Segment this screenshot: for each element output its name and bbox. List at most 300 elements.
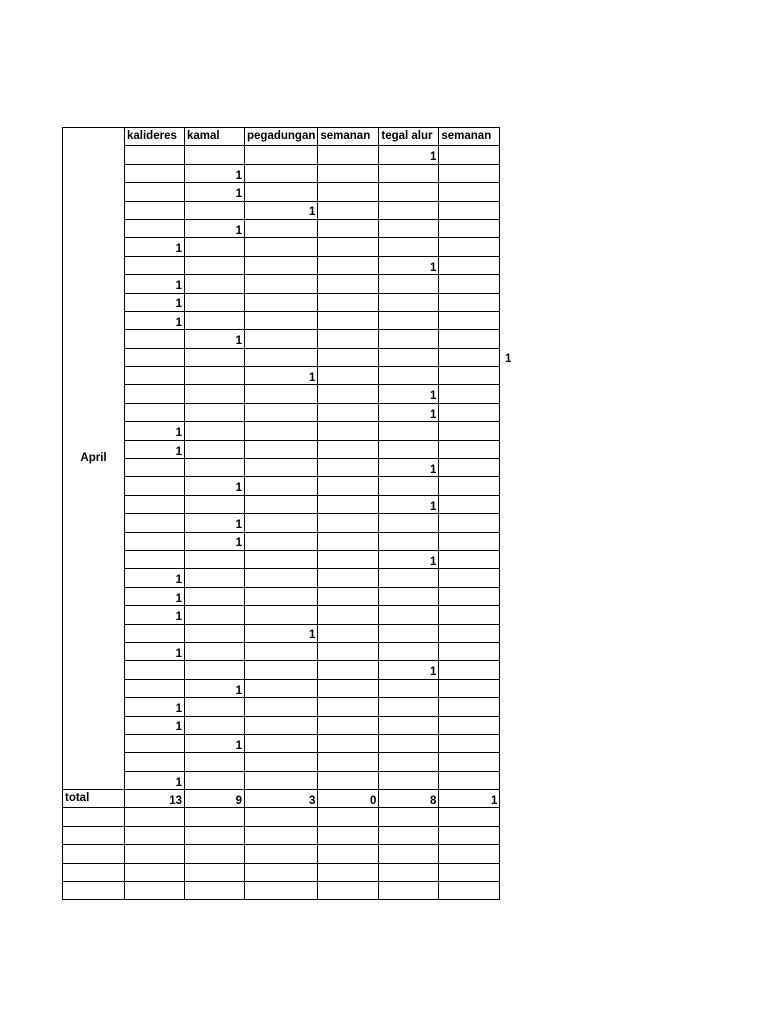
total-cell[interactable]: 0	[318, 790, 379, 808]
data-cell[interactable]	[125, 550, 185, 568]
table-row	[63, 330, 500, 348]
month-cell[interactable]: April	[63, 128, 125, 790]
empty-cell[interactable]	[185, 882, 245, 900]
empty-cell[interactable]	[379, 845, 439, 863]
empty-cell[interactable]	[185, 808, 245, 826]
data-cell[interactable]	[185, 606, 245, 624]
data-cell[interactable]	[245, 532, 318, 550]
data-cell[interactable]	[318, 606, 379, 624]
data-cell[interactable]: 1	[245, 201, 318, 219]
table-row	[63, 256, 500, 274]
total-cell[interactable]: 13	[125, 790, 185, 808]
data-cell[interactable]	[245, 330, 318, 348]
data-cell[interactable]: 1	[185, 183, 245, 201]
empty-cell[interactable]	[379, 826, 439, 844]
column-header[interactable]: semanan	[439, 128, 500, 146]
data-cell[interactable]	[379, 734, 439, 752]
data-cell[interactable]	[245, 569, 318, 587]
data-cell[interactable]: 1	[185, 477, 245, 495]
total-cell[interactable]: 1	[439, 790, 500, 808]
data-cell[interactable]	[245, 716, 318, 734]
data-cell[interactable]	[245, 734, 318, 752]
data-cell[interactable]: 1	[185, 219, 245, 237]
empty-cell[interactable]	[63, 826, 125, 844]
data-cell[interactable]	[439, 642, 500, 660]
table-row	[63, 348, 500, 366]
data-cell[interactable]	[439, 164, 500, 182]
data-cell[interactable]	[318, 698, 379, 716]
data-cell[interactable]	[245, 403, 318, 421]
data-cell[interactable]	[185, 367, 245, 385]
data-cell[interactable]: 1	[379, 403, 439, 421]
data-cell[interactable]	[125, 403, 185, 421]
data-cell[interactable]	[379, 771, 439, 789]
data-cell-value: 1	[504, 352, 512, 365]
data-cell[interactable]	[245, 275, 318, 293]
empty-cell[interactable]	[245, 845, 318, 863]
total-label[interactable]: total	[63, 790, 125, 808]
data-cell[interactable]: 1	[245, 624, 318, 642]
data-cell[interactable]	[125, 201, 185, 219]
data-cell[interactable]: 1	[185, 330, 245, 348]
data-cell[interactable]	[125, 183, 185, 201]
data-cell[interactable]: 1	[185, 164, 245, 182]
data-cell[interactable]	[379, 201, 439, 219]
data-cell[interactable]	[185, 422, 245, 440]
data-cell[interactable]	[439, 146, 500, 164]
data-cell[interactable]	[125, 385, 185, 403]
table-row	[63, 716, 500, 734]
data-cell[interactable]	[439, 367, 500, 385]
empty-cell[interactable]	[439, 845, 500, 863]
data-cell[interactable]	[185, 238, 245, 256]
table-row	[63, 201, 500, 219]
data-cell[interactable]	[125, 753, 185, 771]
data-cell[interactable]	[318, 771, 379, 789]
data-cell[interactable]	[318, 642, 379, 660]
data-cell[interactable]	[245, 164, 318, 182]
data-cell[interactable]	[245, 311, 318, 329]
data-cell[interactable]	[245, 587, 318, 605]
table-row	[63, 385, 500, 403]
data-cell[interactable]	[245, 422, 318, 440]
data-cell[interactable]	[318, 164, 379, 182]
data-cell[interactable]	[185, 440, 245, 458]
data-cell[interactable]	[125, 495, 185, 513]
empty-cell[interactable]	[439, 826, 500, 844]
column-header[interactable]: kamal	[185, 128, 245, 146]
data-cell[interactable]	[318, 550, 379, 568]
data-cell[interactable]	[245, 514, 318, 532]
data-cell[interactable]	[185, 403, 245, 421]
total-cell[interactable]: 3	[245, 790, 318, 808]
data-cell[interactable]	[439, 330, 500, 348]
data-cell[interactable]	[125, 734, 185, 752]
data-cell[interactable]	[379, 587, 439, 605]
data-cell[interactable]	[318, 256, 379, 274]
data-cell[interactable]	[379, 569, 439, 587]
data-cell[interactable]	[439, 238, 500, 256]
empty-cell[interactable]	[318, 882, 379, 900]
data-cell[interactable]	[318, 146, 379, 164]
data-cell[interactable]	[379, 624, 439, 642]
data-cell[interactable]	[318, 532, 379, 550]
data-cell[interactable]	[125, 219, 185, 237]
table-row	[63, 495, 500, 513]
data-cell[interactable]	[379, 330, 439, 348]
data-cell[interactable]: 1	[245, 367, 318, 385]
data-cell[interactable]: 1	[379, 459, 439, 477]
data-cell[interactable]	[245, 293, 318, 311]
data-cell[interactable]	[318, 275, 379, 293]
data-cell[interactable]	[318, 403, 379, 421]
table-row	[63, 440, 500, 458]
data-cell[interactable]	[245, 256, 318, 274]
empty-cell[interactable]	[245, 863, 318, 881]
data-cell[interactable]	[185, 311, 245, 329]
data-cell[interactable]	[245, 679, 318, 697]
data-cell[interactable]	[439, 679, 500, 697]
data-cell[interactable]	[318, 348, 379, 366]
data-cell[interactable]	[125, 146, 185, 164]
data-cell[interactable]	[125, 367, 185, 385]
column-header[interactable]: tegal alur	[379, 128, 439, 146]
data-cell[interactable]	[125, 661, 185, 679]
empty-cell[interactable]	[63, 882, 125, 900]
table-row	[63, 293, 500, 311]
data-cell[interactable]	[439, 256, 500, 274]
data-cell[interactable]	[379, 716, 439, 734]
data-cell[interactable]	[439, 293, 500, 311]
data-cell[interactable]	[379, 293, 439, 311]
data-cell[interactable]	[245, 753, 318, 771]
data-cell[interactable]	[439, 219, 500, 237]
data-cell[interactable]	[318, 495, 379, 513]
data-cell[interactable]	[439, 716, 500, 734]
data-cell[interactable]	[185, 293, 245, 311]
table-row	[63, 311, 500, 329]
empty-cell[interactable]	[63, 845, 125, 863]
empty-row	[63, 882, 500, 900]
data-cell[interactable]	[379, 311, 439, 329]
data-cell[interactable]	[379, 606, 439, 624]
table-row	[63, 238, 500, 256]
data-cell[interactable]	[125, 624, 185, 642]
data-cell[interactable]	[245, 348, 318, 366]
empty-cell[interactable]	[125, 845, 185, 863]
data-cell[interactable]	[185, 495, 245, 513]
data-cell[interactable]	[379, 238, 439, 256]
total-cell[interactable]: 8	[379, 790, 439, 808]
data-cell[interactable]	[125, 348, 185, 366]
data-cell[interactable]	[318, 367, 379, 385]
data-cell[interactable]	[318, 311, 379, 329]
empty-row	[63, 826, 500, 844]
table-row	[63, 679, 500, 697]
data-cell[interactable]	[125, 532, 185, 550]
table-row	[63, 550, 500, 568]
data-cell[interactable]	[245, 642, 318, 660]
data-cell[interactable]	[318, 587, 379, 605]
data-cell[interactable]	[318, 330, 379, 348]
data-cell[interactable]	[185, 771, 245, 789]
data-cell[interactable]: 1	[185, 532, 245, 550]
data-cell[interactable]	[318, 569, 379, 587]
data-cell[interactable]	[379, 275, 439, 293]
data-cell[interactable]	[318, 201, 379, 219]
table-row	[63, 606, 500, 624]
data-cell[interactable]	[318, 238, 379, 256]
data-cell[interactable]: 1	[125, 275, 185, 293]
data-cell[interactable]	[439, 495, 500, 513]
empty-cell[interactable]	[125, 863, 185, 881]
empty-cell[interactable]	[439, 882, 500, 900]
data-cell[interactable]	[245, 238, 318, 256]
data-cell[interactable]	[318, 459, 379, 477]
data-cell[interactable]	[379, 348, 439, 366]
data-cell[interactable]	[125, 256, 185, 274]
data-cell[interactable]	[439, 771, 500, 789]
data-cell[interactable]: 1	[125, 642, 185, 660]
data-cell[interactable]	[439, 734, 500, 752]
table-row	[63, 734, 500, 752]
data-cell[interactable]	[318, 624, 379, 642]
data-cell[interactable]	[439, 532, 500, 550]
table-row	[63, 569, 500, 587]
data-cell[interactable]	[125, 330, 185, 348]
data-cell[interactable]: 1	[125, 293, 185, 311]
data-cell[interactable]	[318, 293, 379, 311]
data-cell[interactable]	[379, 183, 439, 201]
data-cell[interactable]	[318, 514, 379, 532]
data-cell[interactable]	[245, 771, 318, 789]
data-cell[interactable]	[379, 440, 439, 458]
empty-cell[interactable]	[318, 845, 379, 863]
empty-cell[interactable]	[318, 808, 379, 826]
empty-cell[interactable]	[379, 808, 439, 826]
column-header[interactable]: kalideres	[125, 128, 185, 146]
data-cell[interactable]	[439, 753, 500, 771]
data-cell[interactable]	[439, 550, 500, 568]
data-cell[interactable]	[185, 642, 245, 660]
data-cell[interactable]	[439, 403, 500, 421]
data-cell[interactable]	[439, 183, 500, 201]
data-cell[interactable]: 1	[125, 587, 185, 605]
empty-cell[interactable]	[185, 845, 245, 863]
table-row	[63, 532, 500, 550]
table-row	[63, 477, 500, 495]
table-row	[63, 403, 500, 421]
data-cell[interactable]: 1	[379, 550, 439, 568]
data-cell[interactable]: 1	[379, 661, 439, 679]
data-cell[interactable]	[245, 495, 318, 513]
header-row	[63, 128, 500, 146]
data-cell[interactable]	[245, 219, 318, 237]
total-cell[interactable]: 9	[185, 790, 245, 808]
table-row	[63, 164, 500, 182]
data-cell[interactable]: 1	[125, 238, 185, 256]
data-cell[interactable]	[439, 477, 500, 495]
data-cell[interactable]	[439, 698, 500, 716]
table-row	[63, 661, 500, 679]
data-cell[interactable]	[439, 514, 500, 532]
data-cell[interactable]	[439, 661, 500, 679]
total-row	[63, 790, 500, 808]
data-cell[interactable]: 1	[379, 146, 439, 164]
data-cell[interactable]	[439, 348, 512, 366]
data-cell[interactable]	[185, 201, 245, 219]
data-cell[interactable]	[439, 587, 500, 605]
empty-cell[interactable]	[379, 882, 439, 900]
data-cell[interactable]	[318, 716, 379, 734]
data-cell[interactable]	[318, 422, 379, 440]
data-cell[interactable]: 1	[125, 440, 185, 458]
data-cell[interactable]	[439, 201, 500, 219]
empty-cell[interactable]	[125, 808, 185, 826]
data-cell[interactable]	[379, 422, 439, 440]
data-cell[interactable]: 1	[125, 422, 185, 440]
table-row	[63, 753, 500, 771]
data-cell[interactable]	[379, 532, 439, 550]
column-header[interactable]: semanan	[318, 128, 379, 146]
table-row	[63, 642, 500, 660]
table-row	[63, 698, 500, 716]
data-table	[62, 127, 512, 900]
table-row	[63, 146, 500, 164]
data-cell[interactable]	[318, 440, 379, 458]
empty-cell[interactable]	[185, 826, 245, 844]
data-cell[interactable]: 1	[125, 606, 185, 624]
empty-cell[interactable]	[125, 826, 185, 844]
data-cell[interactable]	[318, 734, 379, 752]
data-cell[interactable]	[125, 514, 185, 532]
data-cell[interactable]	[185, 624, 245, 642]
data-cell[interactable]	[379, 367, 439, 385]
data-cell[interactable]: 1	[379, 385, 439, 403]
data-cell[interactable]	[379, 164, 439, 182]
data-cell[interactable]	[125, 679, 185, 697]
data-cell[interactable]	[318, 183, 379, 201]
data-cell[interactable]	[318, 385, 379, 403]
data-cell[interactable]	[125, 477, 185, 495]
table-row	[63, 275, 500, 293]
empty-cell[interactable]	[245, 808, 318, 826]
column-header[interactable]: pegadungan	[245, 128, 318, 146]
data-cell[interactable]	[245, 183, 318, 201]
data-cell[interactable]	[185, 753, 245, 771]
data-cell[interactable]	[125, 459, 185, 477]
data-cell[interactable]	[439, 569, 500, 587]
data-cell[interactable]	[439, 311, 500, 329]
empty-cell[interactable]	[63, 808, 125, 826]
data-cell[interactable]	[245, 146, 318, 164]
data-cell[interactable]	[439, 459, 500, 477]
data-cell[interactable]	[439, 275, 500, 293]
data-cell[interactable]: 1	[125, 569, 185, 587]
data-cell[interactable]	[185, 661, 245, 679]
table-row	[63, 771, 500, 789]
data-cell[interactable]: 1	[125, 771, 185, 789]
table-row	[63, 624, 500, 642]
data-cell[interactable]	[245, 698, 318, 716]
data-cell[interactable]: 1	[185, 734, 245, 752]
data-cell[interactable]	[245, 477, 318, 495]
empty-cell[interactable]	[318, 826, 379, 844]
data-cell[interactable]: 1	[379, 495, 439, 513]
data-cell[interactable]	[245, 440, 318, 458]
data-cell[interactable]	[185, 256, 245, 274]
data-cell[interactable]	[439, 606, 500, 624]
data-cell[interactable]	[245, 459, 318, 477]
data-cell[interactable]	[379, 514, 439, 532]
data-cell[interactable]: 1	[379, 256, 439, 274]
data-cell[interactable]	[439, 422, 500, 440]
data-cell[interactable]	[185, 569, 245, 587]
table-row	[63, 514, 500, 532]
data-cell[interactable]: 1	[125, 716, 185, 734]
empty-cell[interactable]	[185, 863, 245, 881]
data-cell[interactable]	[185, 587, 245, 605]
empty-cell[interactable]	[379, 863, 439, 881]
empty-cell[interactable]	[245, 826, 318, 844]
data-cell[interactable]	[245, 385, 318, 403]
data-cell[interactable]	[125, 164, 185, 182]
data-cell[interactable]	[318, 753, 379, 771]
data-cell[interactable]	[379, 698, 439, 716]
data-cell[interactable]	[185, 459, 245, 477]
table-row	[63, 422, 500, 440]
data-cell[interactable]	[185, 146, 245, 164]
data-cell[interactable]	[185, 348, 245, 366]
data-cell[interactable]: 1	[185, 679, 245, 697]
data-cell[interactable]	[245, 661, 318, 679]
data-cell[interactable]	[318, 661, 379, 679]
data-cell[interactable]: 1	[125, 311, 185, 329]
data-cell[interactable]	[379, 219, 439, 237]
empty-row	[63, 863, 500, 881]
data-cell[interactable]	[185, 716, 245, 734]
data-cell[interactable]	[318, 679, 379, 697]
data-cell[interactable]	[379, 679, 439, 697]
data-cell[interactable]	[439, 624, 500, 642]
data-cell[interactable]	[439, 440, 500, 458]
data-cell[interactable]	[185, 275, 245, 293]
empty-cell[interactable]	[245, 882, 318, 900]
empty-cell[interactable]	[439, 808, 500, 826]
data-cell[interactable]	[318, 219, 379, 237]
data-cell[interactable]	[439, 385, 500, 403]
data-cell[interactable]	[185, 385, 245, 403]
empty-row	[63, 845, 500, 863]
data-cell[interactable]	[379, 477, 439, 495]
empty-cell[interactable]	[439, 863, 500, 881]
empty-row	[63, 808, 500, 826]
data-cell[interactable]	[245, 606, 318, 624]
table-row	[63, 367, 500, 385]
data-cell[interactable]	[185, 550, 245, 568]
data-cell[interactable]: 1	[185, 514, 245, 532]
data-cell[interactable]	[379, 642, 439, 660]
data-cell[interactable]	[245, 550, 318, 568]
empty-cell[interactable]	[318, 863, 379, 881]
data-cell[interactable]	[185, 698, 245, 716]
data-cell[interactable]	[379, 753, 439, 771]
empty-cell[interactable]	[125, 882, 185, 900]
data-cell[interactable]: 1	[125, 698, 185, 716]
spreadsheet	[62, 127, 512, 900]
empty-cell[interactable]	[63, 863, 125, 881]
data-cell[interactable]	[318, 477, 379, 495]
